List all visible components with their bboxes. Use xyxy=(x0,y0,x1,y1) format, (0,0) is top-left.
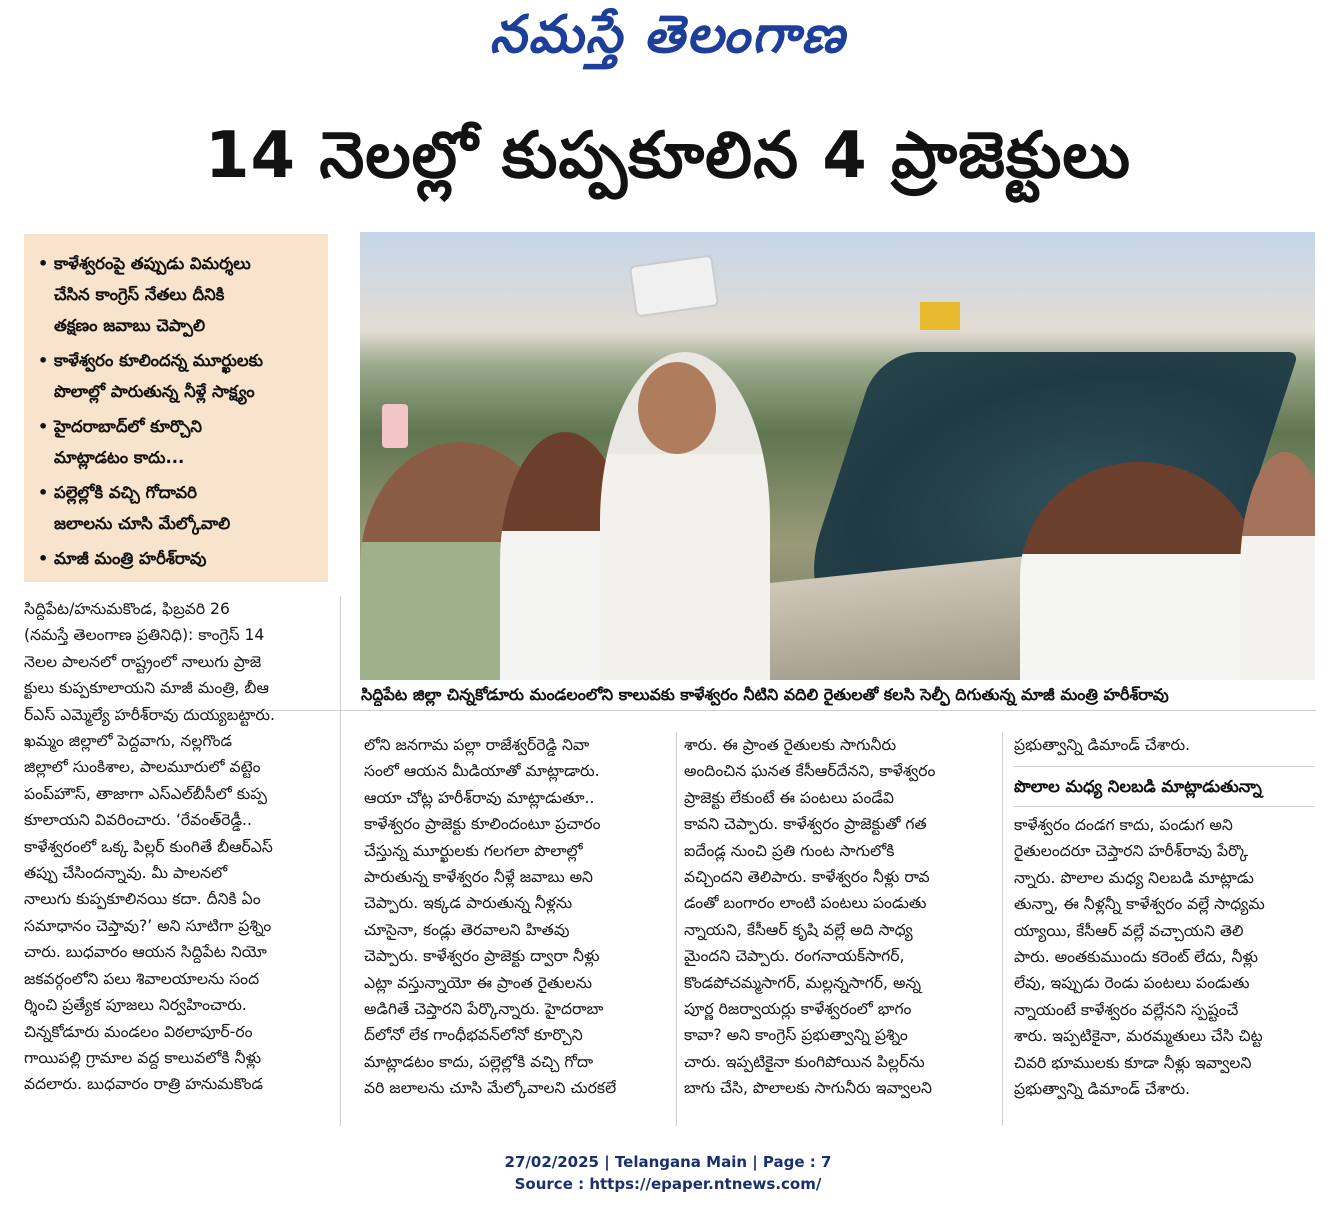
article-line: ర్‌ఎస్ ఎమ్మెల్యే హరీశ్‌రావు దుయ్యబట్టారు. xyxy=(24,705,275,724)
article-line: క్టులు కుప్పకూలాయని మాజీ మంత్రి, బీఆ xyxy=(24,679,269,698)
article-line: అడిగితే చెప్తారని పేర్కొన్నారు. హైదరాబా xyxy=(364,1000,604,1019)
article-line: కొండపోచమ్మసాగర్, మల్లన్నసాగర్, అన్న xyxy=(684,973,921,992)
highlight-line: హైదరాబాద్‌లో కూర్చొని xyxy=(54,417,202,436)
phone-selfie xyxy=(629,254,719,317)
article-line: రైతులందరూ చెప్తారని హరీశ్‌రావు పేర్కొ xyxy=(1014,842,1249,861)
bullet-icon: • xyxy=(38,351,49,370)
highlight-item xyxy=(34,345,320,407)
highlight-line: పల్లెల్లోకి వచ్చి గోదావరి xyxy=(54,483,197,502)
article-column-4 xyxy=(1014,812,1316,1102)
article-line: లోని జనగామ పల్లా రాజేశ్వర్‌రెడ్డి నివా xyxy=(364,736,590,754)
article-line: న్నారు. పొలాల మధ్య నిలబడి మాట్లాడు xyxy=(1014,868,1254,887)
article-line: ప్రాజెక్టు లేకుంటే ఈ పంటలు పండేవి xyxy=(684,788,894,807)
article-line: పూర్ణ రిజర్వాయర్లు కాళేశ్వరంలో భాగం xyxy=(684,1000,912,1019)
article-line: మైందని చెప్పారు. రంగనాయక్‌సాగర్, xyxy=(684,947,905,966)
article-line: కావా? అని కాంగ్రెస్ ప్రభుత్వాన్ని ప్రశ్నిం xyxy=(684,1026,908,1045)
article-line: చెప్పారు. ఇక్కడ పారుతున్న నీళ్లను xyxy=(364,894,573,913)
article-line: ర్శించి ప్రత్యేక పూజలు నిర్వహించారు. xyxy=(24,996,247,1015)
newspaper-masthead: నమస్తే తెలంగాణ xyxy=(489,4,847,65)
article-line: తప్పు చేసిందన్నావు. మీ పాలనలో xyxy=(24,864,228,883)
article-line: లేవు, ఇప్పుడు రెండు పంటలు పండుతు xyxy=(1014,974,1250,993)
article-line: సంలో ఆయన మీడియాతో మాట్లాడారు. xyxy=(364,762,600,781)
highlight-line: పొలాల్లో పారుతున్న నీళ్లే సాక్ష్యం xyxy=(54,382,255,401)
article-line: సమాధానం చెప్తావు?’ అని సూటిగా ప్రశ్నిం xyxy=(24,916,272,935)
article-column-4-top xyxy=(1014,732,1316,758)
article-line: డంతో బంగారం లాంటి పంటలు పండుతు xyxy=(684,894,927,913)
subhead-rule-top xyxy=(1014,766,1314,767)
article-line: వచ్చిందని తెలిపారు. కాళేశ్వరం నీళ్లు రావ xyxy=(684,868,930,887)
article-line: చెప్పారు. కాళేశ్వరం ప్రాజెక్టు ద్వారా నీళ్లు xyxy=(364,947,600,966)
article-line: ఐదేండ్ల నుంచి ప్రతి గుంట సాగులోకి xyxy=(684,841,895,860)
article-line: మాట్లాడటం కాదు, పల్లెల్లోకి వచ్చి గోదా xyxy=(364,1052,594,1071)
article-line: జిల్లాలో సుంకిశాల, పాలమూరులో వట్టెం xyxy=(24,758,261,777)
article-line: కూలాయని వివరించారు. ‘రేవంత్‌రెడ్డీ.. xyxy=(24,811,252,830)
highlight-line: తక్షణం జవాబు చెప్పాలి xyxy=(54,316,206,335)
article-line: చిన్నకోడూరు మండలం విఠలాపూర్-రం xyxy=(24,1022,253,1041)
footer-source: Source : https://epaper.ntnews.com/ xyxy=(514,1175,822,1193)
article-column-3 xyxy=(684,732,986,1102)
news-photo xyxy=(360,232,1315,680)
article-line: ద్‌లోనో లేక గాంధీభవన్‌లోనో కూర్చొని xyxy=(364,1026,583,1045)
person-right xyxy=(1020,462,1260,680)
highlight-line: చేసిన కాంగ్రెస్ నేతలు దీనికి xyxy=(54,285,225,304)
highlight-item xyxy=(34,477,320,539)
headline: 14 నెలల్లో కుప్పకూలిన 4 ప్రాజెక్టులు xyxy=(205,119,1131,193)
article-line: (నమస్తే తెలంగాణ ప్రతినిధి): కాంగ్రెస్ 14 xyxy=(24,626,265,645)
article-line: న్నాయని, కేసీఆర్ కృషి వల్లే అది సాధ్య xyxy=(684,920,913,939)
highlight-item xyxy=(34,248,320,341)
article-line: య్యాయి, కేసీఆర్ వల్లే వచ్చాయని తెలి xyxy=(1014,921,1244,940)
article-line: చారు. బుధవారం ఆయన సిద్దిపేట నియో xyxy=(24,943,267,962)
article-line: పారుతున్న కాళేశ్వరం నీళ్లే జవాబు అని xyxy=(364,868,593,887)
bullet-icon: • xyxy=(38,549,49,568)
article-line: కావని చెప్పారు. కాళేశ్వరం ప్రాజెక్టుతో గత xyxy=(684,815,927,834)
article-line: ఆయా చోట్ల హరీశ్‌రావు మాట్లాడుతూ.. xyxy=(364,788,595,807)
highlights-list xyxy=(34,248,320,574)
excavator xyxy=(920,302,960,330)
article-column-2 xyxy=(364,732,664,1102)
article-line: గాయిపల్లి గ్రామాల వద్ద కాలువలోకి నీళ్లు xyxy=(24,1048,262,1067)
article-line: శారు. ఈ ప్రాంత రైతులకు సాగునీరు xyxy=(684,736,897,754)
article-column-1 xyxy=(24,596,326,1098)
article-line: చారు. ఇప్పటికైనా కుంగిపోయిన పిల్లర్‌ను xyxy=(684,1052,925,1071)
article-line: చివరి భూములకు కూడా నీళ్లు ఇవ్వాలని xyxy=(1014,1053,1252,1072)
article-line: కాళేశ్వరం ప్రాజెక్టు కూలిందంటూ ప్రచారం xyxy=(364,815,601,834)
highlight-line: జలాలను చూసి మేల్కోవాలి xyxy=(54,514,231,533)
column-4-first-line: ప్రభుత్వాన్ని డిమాండ్ చేశారు. xyxy=(1014,736,1191,754)
person-selfie-head xyxy=(638,362,716,454)
highlight-line: మాజీ మంత్రి హరీశ్‌రావు xyxy=(54,549,207,568)
article-line: తున్నా, ఈ నీళ్లన్నీ కాళేశ్వరం వల్లే సాధ్యమ xyxy=(1014,895,1265,914)
article-line: వరి జలాలను చూసి మేల్కోవాలని చురకలే xyxy=(364,1079,617,1098)
highlight-item xyxy=(34,543,320,574)
highlights-box xyxy=(24,234,328,582)
subhead-rule-bottom xyxy=(1014,806,1314,807)
article-line: కాళేశ్వరంలో ఒక్క పిల్లర్ కుంగితే బీఆర్‌ఎస్ xyxy=(24,837,273,856)
column-divider-3 xyxy=(1002,732,1003,1126)
article-line: ఖమ్మం జిల్లాలో పెద్దవాగు, నల్లగొండ xyxy=(24,732,233,751)
bullet-icon: • xyxy=(38,417,49,436)
subheading: పొలాల మధ్య నిలబడి మాట్లాడుతున్నా xyxy=(1014,777,1262,796)
article-line: చూసైనా, కండ్లు తెరవాలని హితవు xyxy=(364,920,570,939)
article-line: కాళేశ్వరం దండగ కాదు, పండుగ అని xyxy=(1014,816,1233,834)
article-line: న్నాయంటే కాళేశ్వరం వల్లేనని స్పష్టంచే xyxy=(1014,1000,1239,1019)
article-line: ఎట్లా వస్తున్నాయో ఈ ప్రాంత రైతులను xyxy=(364,973,592,992)
column-divider-2 xyxy=(676,732,677,1126)
photo-caption: సిద్దిపేట జిల్లా చిన్నకోడూరు మండలంలోని కాలువకు కాళేశ్వరం నీటిని వదిలి రైతులతో కలసి సెల్ఫీ దిగుతున్న మాజీ మంత్రి హరీశ్‌రావు xyxy=(361,685,1169,704)
highlight-line: కాళేశ్వరంపై తప్పుడు విమర్శలు xyxy=(54,254,251,273)
column-divider-1 xyxy=(340,596,341,1126)
footer-date-page: 27/02/2025 | Telangana Main | Page : 7 xyxy=(504,1153,832,1171)
article-line: నాలుగు కుప్పకూలినయి కదా. దీనికి ఏం xyxy=(24,890,261,909)
article-line: పంప్‌హౌస్, తాజాగా ఎస్‌ఎల్‌బీసీలో కుప్ప xyxy=(24,784,268,803)
bullet-icon: • xyxy=(38,483,49,502)
article-line: నెలల పాలనలో రాష్ట్రంలో నాలుగు ప్రాజె xyxy=(24,652,262,671)
article-line: పారు. అంతకుముందు కరెంట్ లేదు, నీళ్లు xyxy=(1014,948,1258,967)
phone-secondary xyxy=(382,404,408,448)
article-line: చేస్తున్న మూర్ఖులకు గలగలా పొలాల్లో xyxy=(364,841,583,860)
highlight-item xyxy=(34,411,320,473)
bullet-icon: • xyxy=(38,254,49,273)
highlight-line: మాట్లాడటం కాదు... xyxy=(54,448,185,467)
article-line: అందించిన ఘనత కేసీఆర్‌దేనని, కాళేశ్వరం xyxy=(684,762,936,781)
article-line: బాగు చేసి, పొలాలకు సాగునీరు ఇవ్వాలని xyxy=(684,1079,932,1098)
article-line: శారు. ఇప్పటికైనా, మరమ్మతులు చేసి చిట్ట xyxy=(1014,1027,1263,1046)
highlight-line: కాళేశ్వరం కూలిందన్న మూర్ఖులకు xyxy=(54,351,263,370)
article-line: వదలారు. బుధవారం రాత్రి హనుమకొండ xyxy=(24,1075,264,1094)
article-line: జకవర్గంలోని పలు శివాలయాలను సంద xyxy=(24,969,260,988)
article-line: సిద్దిపేట/హనుమకొండ, ఫిబ్రవరి 26 xyxy=(24,600,230,618)
article-line: ప్రభుత్వాన్ని డిమాండ్ చేశారు. xyxy=(1014,1080,1191,1099)
